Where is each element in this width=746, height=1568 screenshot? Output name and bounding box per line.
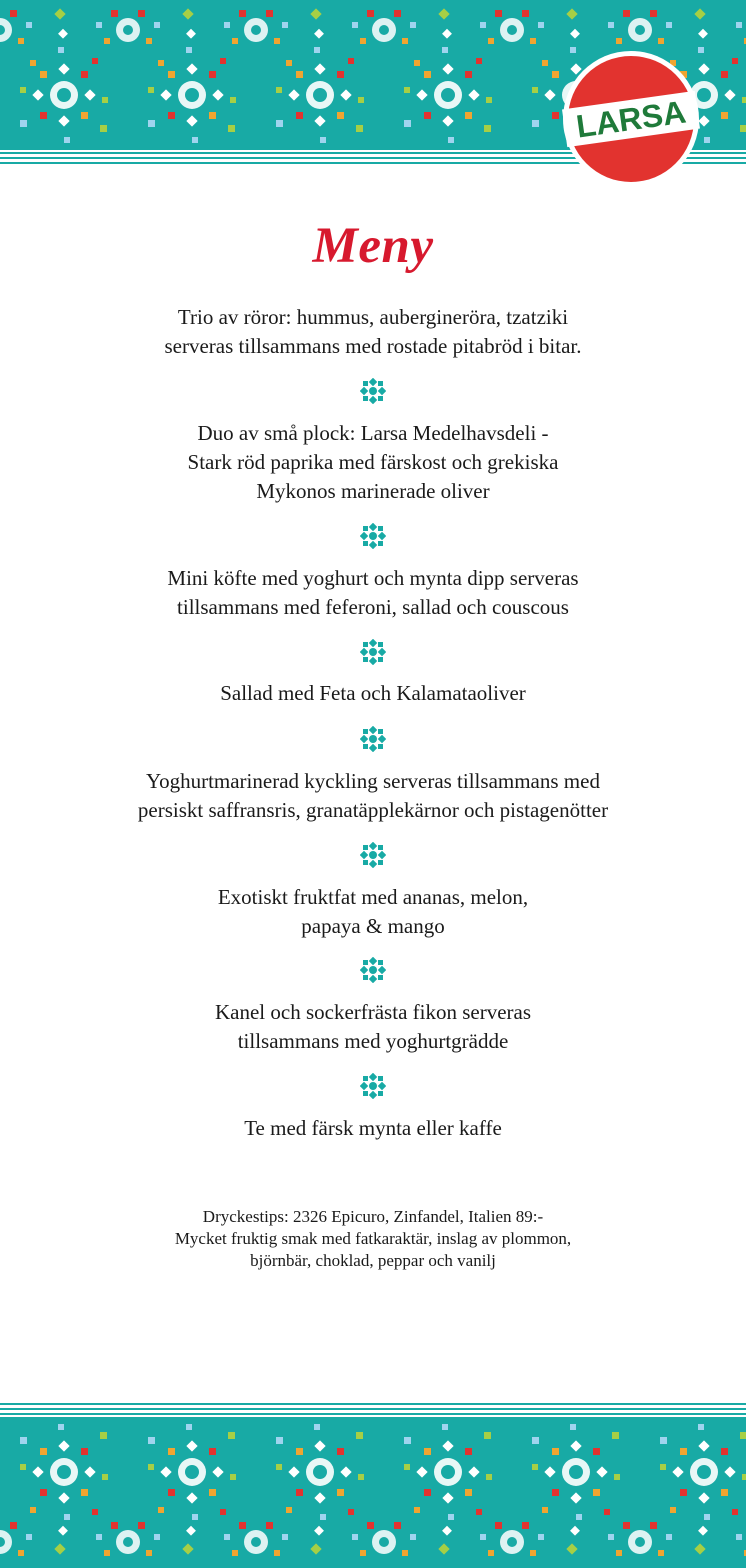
course-line: Exotiskt fruktfat med ananas, melon, <box>217 885 529 909</box>
menu-course <box>60 679 686 708</box>
drink-tip-line: Dryckestips: 2326 Epicuro, Zinfandel, Italien 89:- <box>202 1207 544 1226</box>
drink-tip-line: björnbär, choklad, peppar och vanilj <box>250 1251 496 1270</box>
flower-ornament-icon <box>360 1073 386 1099</box>
course-line: persiskt saffransris, granatäpplekärnor och pistagenötter <box>137 798 609 822</box>
course-line: tillsammans med feferoni, sallad och couscous <box>177 595 569 619</box>
flower-ornament-icon <box>360 726 386 752</box>
bottom-pattern-band <box>0 1417 746 1568</box>
flower-ornament-icon <box>360 639 386 665</box>
course-line: serveras tillsammans med rostade pitabröd i bitar. <box>164 334 582 358</box>
menu-title: Meny <box>312 218 434 274</box>
flower-ornament-icon <box>360 957 386 983</box>
course-line: Stark röd paprika med färskost och grekiska <box>187 450 559 474</box>
course-line: Kanel och sockerfrästa fikon serveras <box>214 1000 532 1024</box>
drink-tip <box>60 1206 686 1272</box>
menu-course <box>60 767 686 825</box>
flower-ornament-icon <box>360 378 386 404</box>
menu-course <box>60 1114 686 1143</box>
course-line: Sallad med Feta och Kalamataoliver <box>220 681 526 705</box>
course-line: Duo av små plock: Larsa Medelhavsdeli - <box>197 421 549 445</box>
course-line: Mykonos marinerade oliver <box>256 479 490 503</box>
bottom-border-line <box>0 1403 746 1405</box>
bottom-border-line <box>0 1413 746 1415</box>
menu-course <box>60 998 686 1056</box>
course-line: papaya & mango <box>301 914 445 938</box>
menu-course <box>60 419 686 506</box>
course-line: Mini köfte med yoghurt och mynta dipp serveras <box>167 566 579 590</box>
course-line: Yoghurtmarinerad kyckling serveras tillsammans med <box>146 769 600 793</box>
flower-ornament-icon <box>360 842 386 868</box>
mosaic-pattern-bottom <box>0 1417 746 1568</box>
drink-tip-line: Mycket fruktig smak med fatkaraktär, inslag av plommon, <box>174 1229 572 1248</box>
svg-text:LARSA: LARSA <box>573 93 689 145</box>
course-line: Te med färsk mynta eller kaffe <box>244 1116 502 1140</box>
menu-course <box>60 564 686 622</box>
course-line: tillsammans med yoghurtgrädde <box>237 1029 509 1053</box>
menu-course <box>60 883 686 941</box>
bottom-border-line <box>0 1408 746 1410</box>
larsa-logo <box>560 48 702 190</box>
menu-course <box>60 303 686 361</box>
flower-ornament-icon <box>360 523 386 549</box>
course-line: Trio av röror: hummus, auberginеröra, tzatziki <box>177 305 569 329</box>
